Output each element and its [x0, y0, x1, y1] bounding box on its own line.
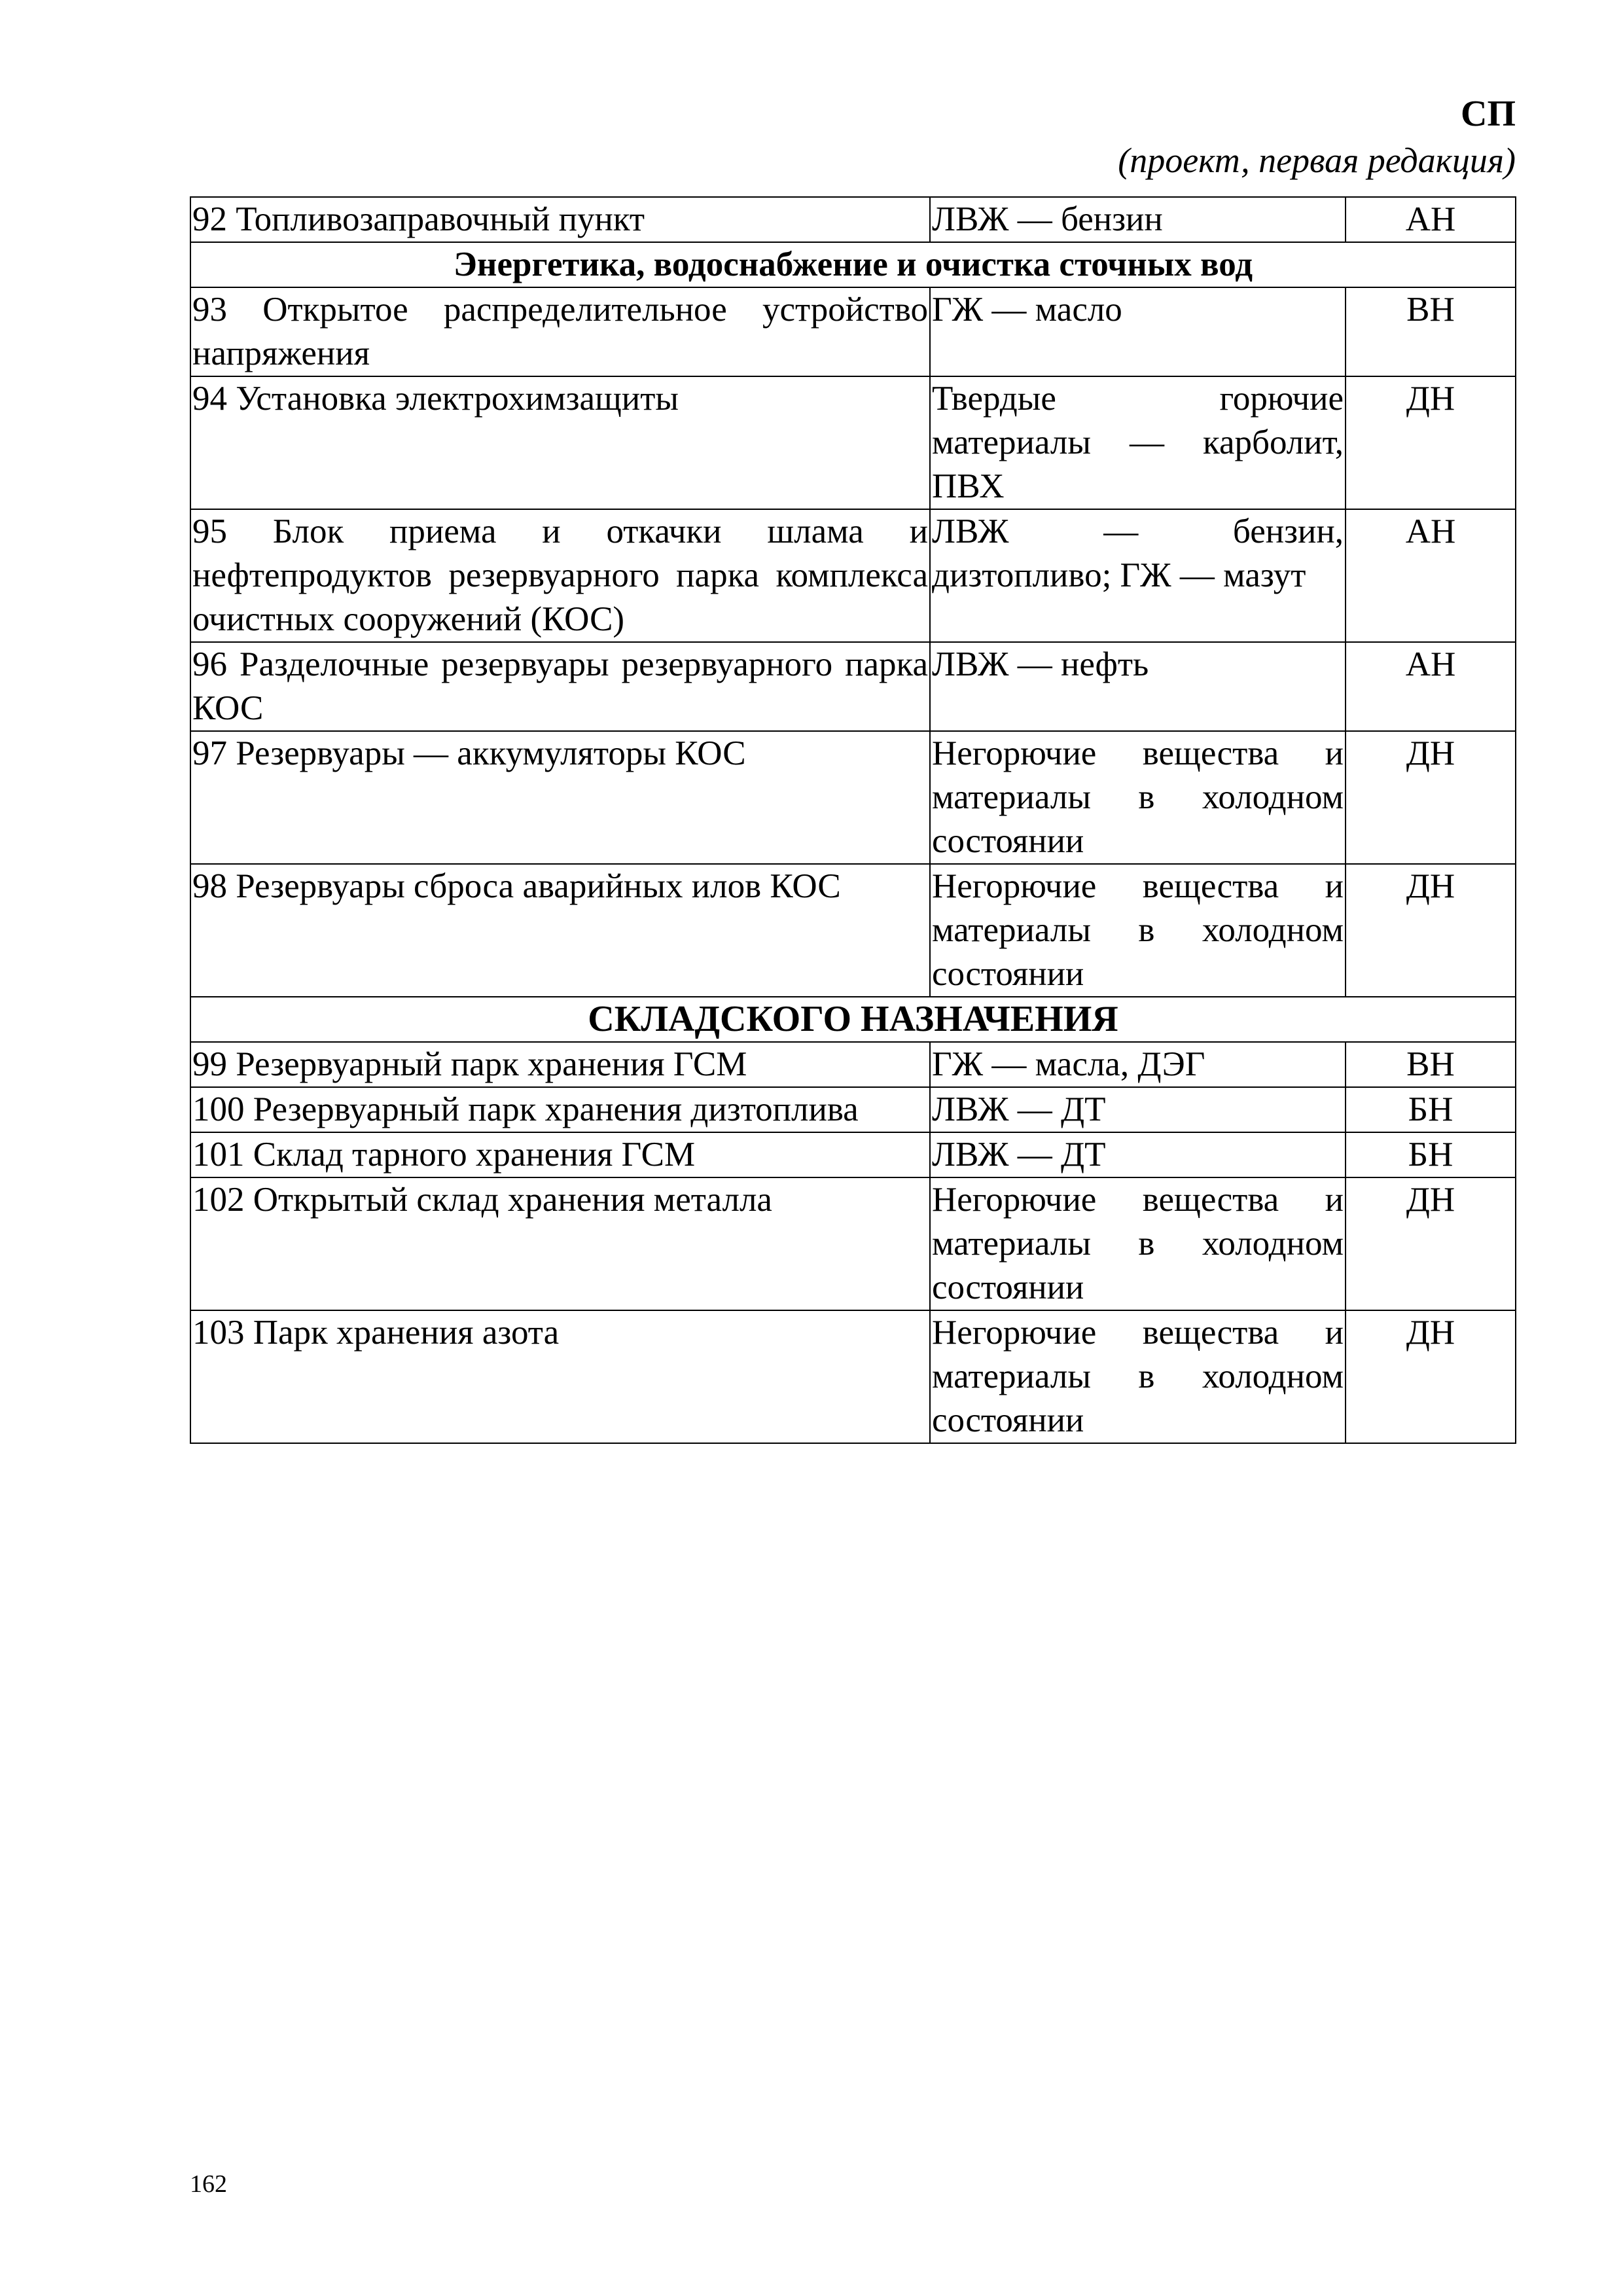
facility-name-cell: 98 Резервуары сброса аварийных илов КОС — [190, 864, 930, 997]
facility-name-cell: 97 Резервуары — аккумуляторы КОС — [190, 731, 930, 864]
page-number: 162 — [190, 2170, 227, 2198]
facility-name-cell: 103 Парк хранения азота — [190, 1310, 930, 1443]
facility-name-cell: 92 Топливозаправочный пункт — [190, 197, 930, 242]
facility-name-cell: 96 Разделочные резервуары резервуарного парка КОС — [190, 642, 930, 731]
substance-cell: ЛВЖ — нефть — [930, 642, 1346, 731]
facility-name-cell: 100 Резервуарный парк хранения дизтоплива — [190, 1087, 930, 1132]
substance-cell: Негорючие вещества и материалы в холодном состоянии — [930, 1177, 1346, 1310]
facility-name-cell: 101 Склад тарного хранения ГСМ — [190, 1132, 930, 1177]
facility-name-cell: 93 Открытое распределительное устройство напряжения — [190, 287, 930, 376]
facility-name-cell: 94 Установка электрохимзащиты — [190, 376, 930, 509]
table-row — [190, 1132, 1516, 1177]
section-title: Энергетика, водоснабжение и очистка сточных вод — [190, 242, 1516, 287]
category-cell: ДН — [1346, 864, 1516, 997]
category-cell: БН — [1346, 1132, 1516, 1177]
facility-name-cell: 102 Открытый склад хранения металла — [190, 1177, 930, 1310]
substance-cell: Негорючие вещества и материалы в холодном состоянии — [930, 864, 1346, 997]
fire-hazard-category-table — [190, 196, 1516, 1444]
section-header-row — [190, 242, 1516, 287]
table-row — [190, 1310, 1516, 1443]
table-row — [190, 1177, 1516, 1310]
table-row — [190, 731, 1516, 864]
substance-cell: Негорючие вещества и материалы в холодном состоянии — [930, 1310, 1346, 1443]
category-cell: АН — [1346, 509, 1516, 642]
table-row — [190, 642, 1516, 731]
category-cell: ДН — [1346, 731, 1516, 864]
table-row — [190, 509, 1516, 642]
document-code: СП — [1461, 94, 1516, 134]
category-cell: БН — [1346, 1087, 1516, 1132]
substance-cell: ЛВЖ — ДТ — [930, 1132, 1346, 1177]
section-header-row — [190, 997, 1516, 1042]
table-row — [190, 376, 1516, 509]
table-row — [190, 864, 1516, 997]
table-row — [190, 197, 1516, 242]
category-cell: АН — [1346, 197, 1516, 242]
document-edition-note: (проект, первая редакция) — [1118, 141, 1516, 180]
category-cell: ВН — [1346, 1042, 1516, 1087]
substance-cell: ЛВЖ — ДТ — [930, 1087, 1346, 1132]
substance-cell: ГЖ — масла, ДЭГ — [930, 1042, 1346, 1087]
facility-name-cell: 99 Резервуарный парк хранения ГСМ — [190, 1042, 930, 1087]
category-cell: ДН — [1346, 1310, 1516, 1443]
category-cell: ВН — [1346, 287, 1516, 376]
substance-cell: ЛВЖ — бензин — [930, 197, 1346, 242]
substance-cell: Твердые горючие материалы — карболит, ПВХ — [930, 376, 1346, 509]
substance-cell: ГЖ — масло — [930, 287, 1346, 376]
category-cell: ДН — [1346, 376, 1516, 509]
table-row — [190, 287, 1516, 376]
section-title: СКЛАДСКОГО НАЗНАЧЕНИЯ — [190, 997, 1516, 1042]
facility-name-cell: 95 Блок приема и откачки шлама и нефтепродуктов резервуарного парка комплекса очистных сооружений (КОС) — [190, 509, 930, 642]
category-cell: ДН — [1346, 1177, 1516, 1310]
substance-cell: ЛВЖ — бензин, дизтопливо; ГЖ — мазут — [930, 509, 1346, 642]
table-row — [190, 1042, 1516, 1087]
substance-cell: Негорючие вещества и материалы в холодном состоянии — [930, 731, 1346, 864]
table-row — [190, 1087, 1516, 1132]
category-cell: АН — [1346, 642, 1516, 731]
